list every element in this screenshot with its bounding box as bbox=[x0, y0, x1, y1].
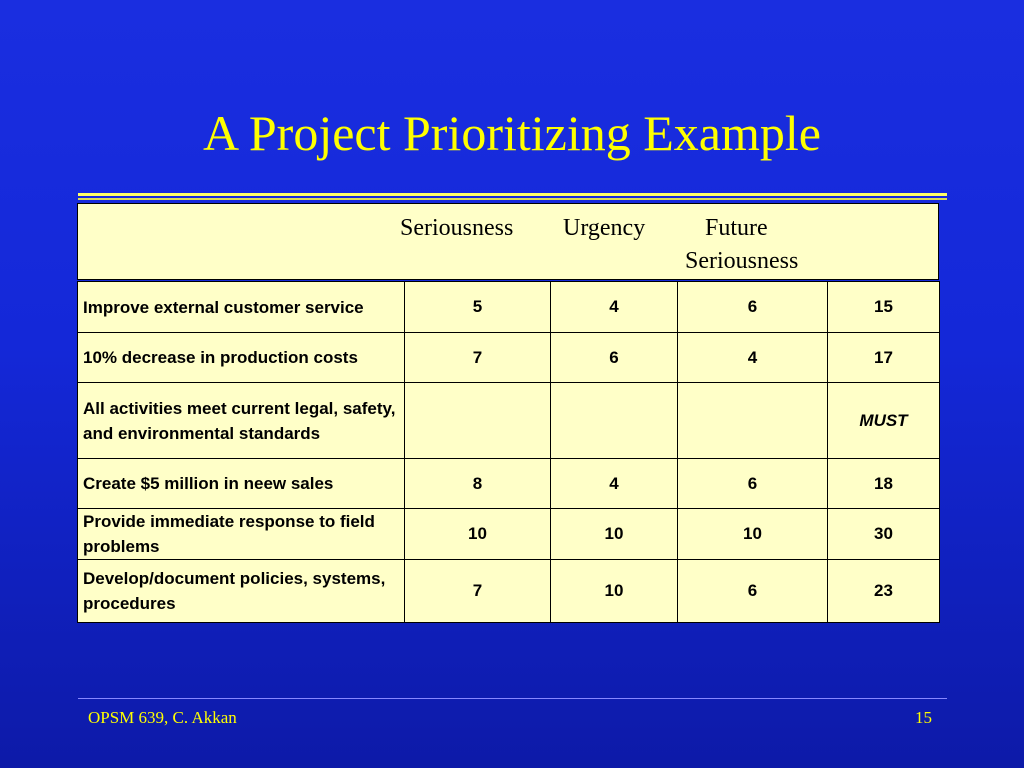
header-seriousness: Seriousness bbox=[400, 215, 514, 241]
table-row bbox=[78, 282, 940, 333]
cell-total: 17 bbox=[828, 333, 940, 383]
cell-seriousness: 7 bbox=[405, 333, 551, 383]
footer-course: OPSM 639, C. Akkan bbox=[88, 708, 237, 727]
cell-seriousness bbox=[405, 383, 551, 459]
table-header bbox=[77, 203, 939, 280]
cell-seriousness: 7 bbox=[405, 560, 551, 623]
row-label: 10% decrease in production costs bbox=[78, 333, 405, 383]
cell-urgency: 4 bbox=[551, 282, 678, 333]
cell-total: 30 bbox=[828, 509, 940, 560]
row-label: Create $5 million in neew sales bbox=[78, 459, 405, 509]
slide-title: A Project Prioritizing Example bbox=[203, 105, 821, 161]
cell-future: 6 bbox=[678, 282, 828, 333]
header-urgency: Urgency bbox=[563, 215, 646, 241]
cell-future: 6 bbox=[678, 459, 828, 509]
cell-future: 6 bbox=[678, 560, 828, 623]
cell-total: 23 bbox=[828, 560, 940, 623]
row-label: Provide immediate response to field problems bbox=[78, 509, 405, 560]
title-divider-thin bbox=[78, 198, 947, 200]
title-divider bbox=[78, 193, 947, 196]
page-number: 15 bbox=[915, 708, 932, 727]
table-row bbox=[78, 333, 940, 383]
cell-urgency: 10 bbox=[551, 560, 678, 623]
row-label: Develop/document policies, systems, procedures bbox=[78, 560, 405, 623]
cell-future bbox=[678, 383, 828, 459]
cell-total: 18 bbox=[828, 459, 940, 509]
table-row bbox=[78, 383, 940, 459]
cell-urgency: 10 bbox=[551, 509, 678, 560]
row-label: Improve external customer service bbox=[78, 282, 405, 333]
cell-seriousness: 8 bbox=[405, 459, 551, 509]
header-future-seriousness: Seriousness bbox=[685, 248, 799, 274]
cell-urgency: 4 bbox=[551, 459, 678, 509]
cell-total: MUST bbox=[828, 383, 940, 459]
header-future: Future bbox=[705, 215, 768, 241]
cell-urgency bbox=[551, 383, 678, 459]
cell-future: 4 bbox=[678, 333, 828, 383]
cell-seriousness: 10 bbox=[405, 509, 551, 560]
cell-urgency: 6 bbox=[551, 333, 678, 383]
row-label: All activities meet current legal, safety, and environmental standards bbox=[78, 383, 405, 459]
cell-future: 10 bbox=[678, 509, 828, 560]
table-row bbox=[78, 459, 940, 509]
cell-seriousness: 5 bbox=[405, 282, 551, 333]
footer-divider bbox=[78, 698, 947, 699]
priority-table bbox=[77, 281, 940, 623]
table-row bbox=[78, 560, 940, 623]
table-row bbox=[78, 509, 940, 560]
cell-total: 15 bbox=[828, 282, 940, 333]
